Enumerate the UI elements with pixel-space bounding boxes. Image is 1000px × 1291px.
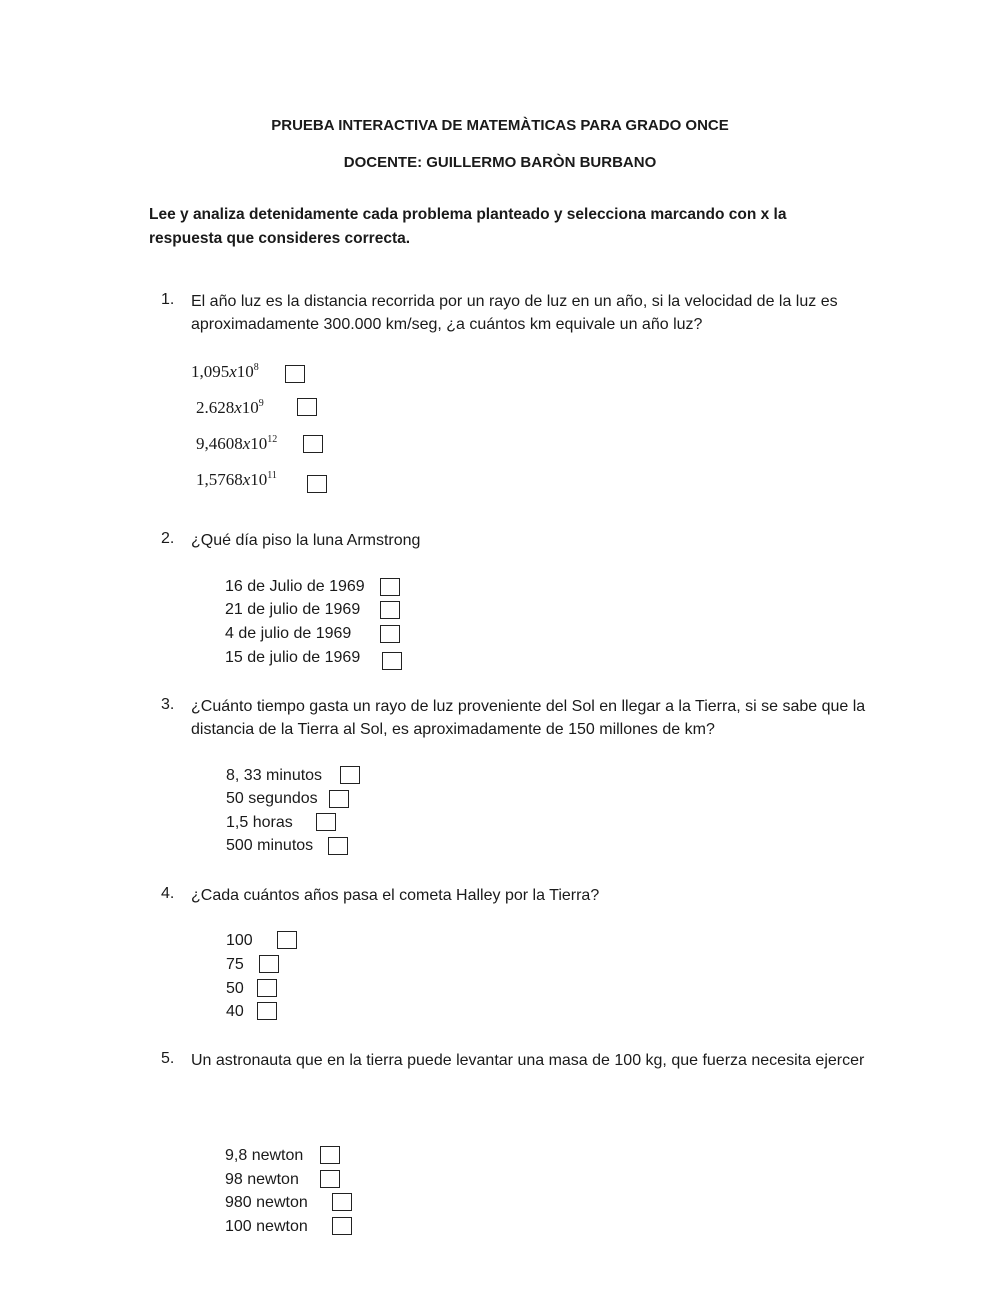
answer-checkbox[interactable]: [328, 837, 348, 855]
option-base: 10: [250, 434, 268, 453]
answer-checkbox[interactable]: [380, 578, 400, 596]
question-number: 1.: [161, 291, 175, 308]
answer-checkbox[interactable]: [316, 813, 336, 831]
option-2: 75: [226, 956, 244, 973]
question-text: Un astronauta que en la tierra puede levantar una masa de 100 kg, que fuerza necesita ejercer: [191, 1052, 865, 1069]
option-mantissa: 2.628: [196, 398, 235, 417]
question-number: 2.: [161, 530, 175, 547]
question-text: El año luz es la distancia recorrida por un rayo de luz en un año, si la velocidad de la luz es aproximadamente 300.000 km/seg, ¿a cuántos km equivale un año luz?: [191, 293, 838, 333]
option-times: x: [229, 362, 237, 381]
answer-checkbox[interactable]: [285, 365, 305, 383]
option-4: [196, 470, 277, 490]
option-exponent: 8: [253, 362, 259, 373]
option-times: x: [234, 398, 242, 417]
answer-checkbox[interactable]: [259, 955, 279, 973]
answer-checkbox[interactable]: [332, 1217, 352, 1235]
teacher-name: DOCENTE: GUILLERMO BARÒN BURBANO: [343, 154, 657, 171]
answer-checkbox[interactable]: [277, 931, 297, 949]
option-1: 8, 33 minutos: [226, 767, 323, 784]
question-text: ¿Cuánto tiempo gasta un rayo de luz proveniente del Sol en llegar a la Tierra, si se sabe que la distancia de la Tierra al Sol, es aproximadamente de 150 millones de km?: [191, 698, 866, 738]
answer-checkbox[interactable]: [303, 435, 323, 453]
option-exponent: 12: [267, 434, 278, 445]
option-3: [196, 434, 277, 454]
answer-checkbox[interactable]: [382, 652, 402, 670]
option-base: 10: [250, 470, 268, 489]
option-3: 4 de julio de 1969: [225, 625, 352, 642]
answer-checkbox[interactable]: [380, 625, 400, 643]
option-base: 10: [241, 398, 259, 417]
option-mantissa: 1,095: [191, 362, 230, 381]
answer-checkbox[interactable]: [257, 979, 277, 997]
answer-checkbox[interactable]: [297, 398, 317, 416]
option-4: 40: [226, 1003, 244, 1020]
answer-checkbox[interactable]: [329, 790, 349, 808]
option-4: 500 minutos: [226, 837, 314, 854]
answer-checkbox[interactable]: [320, 1170, 340, 1188]
option-2: [196, 398, 264, 418]
option-4: 15 de julio de 1969: [225, 649, 361, 666]
option-exponent: 11: [267, 470, 277, 481]
option-mantissa: 1,5768: [196, 470, 243, 489]
option-1: 100: [226, 932, 253, 949]
option-base: 10: [236, 362, 254, 381]
question-text: ¿Qué día piso la luna Armstrong: [191, 532, 421, 549]
answer-checkbox[interactable]: [320, 1146, 340, 1164]
option-4: 100 newton: [225, 1218, 308, 1235]
question-text: ¿Cada cuántos años pasa el cometa Halley por la Tierra?: [191, 887, 600, 904]
answer-checkbox[interactable]: [307, 475, 327, 493]
option-times: x: [242, 434, 251, 453]
option-mantissa: 9,4608: [196, 434, 243, 453]
answer-checkbox[interactable]: [340, 766, 360, 784]
option-2: 98 newton: [225, 1171, 299, 1188]
option-1: 16 de Julio de 1969: [225, 578, 365, 595]
question-number: 4.: [161, 885, 175, 902]
answer-checkbox[interactable]: [257, 1002, 277, 1020]
option-2: 50 segundos: [226, 790, 318, 807]
option-1: [191, 362, 259, 382]
answer-checkbox[interactable]: [332, 1193, 352, 1211]
option-3: 1,5 horas: [226, 814, 293, 831]
page-title: PRUEBA INTERACTIVA DE MATEMÀTICAS PARA GRADO ONCE: [271, 117, 729, 134]
question-number: 3.: [161, 696, 175, 713]
option-times: x: [242, 470, 251, 489]
option-3: 980 newton: [225, 1194, 308, 1211]
question-number: 5.: [161, 1050, 175, 1067]
answer-checkbox[interactable]: [380, 601, 400, 619]
option-exponent: 9: [258, 398, 264, 409]
option-3: 50: [226, 980, 244, 997]
instructions: Lee y analiza detenidamente cada problema planteado y selecciona marcando con x la respuesta que consideres correcta.: [149, 206, 787, 247]
option-1: 9,8 newton: [225, 1147, 304, 1164]
option-2: 21 de julio de 1969: [225, 601, 361, 618]
